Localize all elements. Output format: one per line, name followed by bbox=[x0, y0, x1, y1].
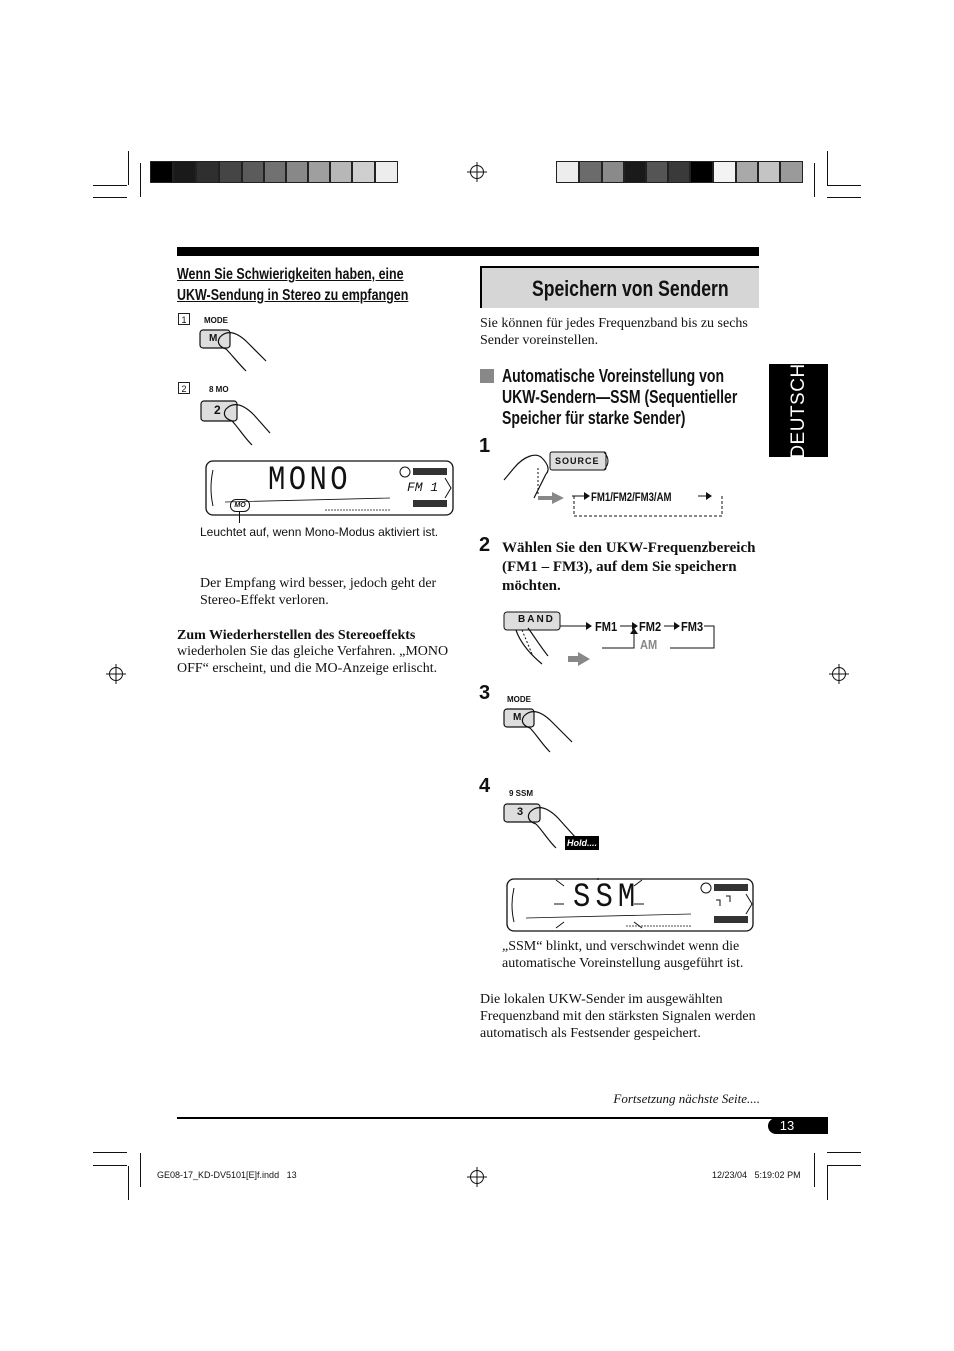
registration-mark-icon bbox=[470, 165, 484, 179]
mo-indicator: MO bbox=[230, 499, 250, 512]
section-title-box bbox=[480, 266, 759, 308]
crop-mark bbox=[827, 185, 861, 186]
source-button-label[interactable]: SOURCE bbox=[555, 456, 600, 466]
left-heading-line1: Wenn Sie Schwierigkeiten haben, eine bbox=[177, 266, 404, 283]
crop-mark bbox=[93, 1165, 127, 1166]
reception-note: Der Empfang wird besser, jedoch geht der Stereo-Effekt verloren. bbox=[200, 576, 437, 608]
step-number-box: 1 bbox=[178, 313, 190, 325]
swatch bbox=[713, 161, 736, 183]
crop-mark bbox=[140, 1153, 141, 1187]
crop-mark bbox=[93, 185, 127, 186]
ssm-display-text: SSM bbox=[573, 879, 641, 917]
swatch bbox=[556, 161, 579, 183]
step-number: 3 bbox=[479, 682, 491, 704]
sub-heading-line2: UKW-Sendern—SSM (Sequentieller bbox=[502, 387, 738, 407]
mo-button-label: 8 MO bbox=[209, 385, 229, 394]
fm2-label: FM2 bbox=[639, 619, 662, 634]
step-number: 4 bbox=[479, 775, 491, 797]
page-number: 13 bbox=[779, 1118, 795, 1133]
crop-mark bbox=[827, 197, 861, 198]
preset-3-key[interactable]: 3 bbox=[517, 806, 524, 818]
swatch bbox=[690, 161, 713, 183]
swatch bbox=[308, 161, 330, 183]
crop-mark bbox=[128, 1166, 129, 1200]
crop-mark bbox=[827, 1165, 861, 1166]
sub-heading bbox=[502, 366, 737, 429]
restore-title: Zum Wiederherstellen des Stereoeffekts bbox=[177, 628, 416, 643]
source-sequence: FM1/FM2/FM3/AM bbox=[591, 490, 672, 504]
swatch bbox=[219, 161, 242, 183]
display-band-text: FM 1 bbox=[407, 480, 439, 495]
swatch bbox=[330, 161, 352, 183]
swatch bbox=[173, 161, 196, 183]
step2-text: Wählen Sie den UKW-Frequenzbereich (FM1 – FM3), auf dem Sie speichern möchten. bbox=[502, 540, 756, 594]
swatch bbox=[602, 161, 624, 183]
swatch bbox=[758, 161, 780, 183]
step-number: 1 bbox=[479, 435, 491, 457]
step-number: 2 bbox=[479, 534, 491, 556]
swatch bbox=[624, 161, 646, 183]
bottom-rule bbox=[177, 1117, 828, 1119]
fm3-label: FM3 bbox=[681, 619, 704, 634]
mo-button-press-illustration bbox=[198, 395, 273, 450]
footer-filename: GE08-17_KD-DV5101[E]f.indd 13 bbox=[157, 1170, 297, 1180]
swatch bbox=[646, 161, 668, 183]
mode-button-label: MODE bbox=[204, 316, 228, 325]
step-number-box: 2 bbox=[178, 382, 190, 394]
sub-heading-line3: Speicher für starke Sender) bbox=[502, 408, 686, 428]
language-tab bbox=[769, 364, 828, 457]
sub-heading-square-icon bbox=[480, 369, 494, 383]
sub-heading-line1: Automatische Voreinstellung von bbox=[502, 366, 725, 386]
fm1-label: FM1 bbox=[595, 619, 618, 634]
am-label: AM bbox=[640, 637, 658, 652]
continued-note: Fortsetzung nächste Seite.... bbox=[613, 1091, 760, 1106]
preset-2-key[interactable]: 2 bbox=[214, 403, 221, 417]
mode-key[interactable]: M bbox=[513, 712, 522, 723]
registration-mark-icon bbox=[832, 667, 846, 681]
swatch bbox=[736, 161, 758, 183]
swatch bbox=[375, 161, 398, 183]
swatch bbox=[264, 161, 286, 183]
registration-mark-icon bbox=[109, 667, 123, 681]
swatch bbox=[352, 161, 375, 183]
crop-mark bbox=[827, 1166, 828, 1200]
ssm-caption: „SSM“ blinkt, und verschwindet wenn die automatische Voreinstellung ausgeführt ist. bbox=[502, 939, 744, 971]
crop-mark bbox=[93, 197, 127, 198]
final-text: Die lokalen UKW-Sender im ausgewählten Frequenzband mit den stärksten Signalen werden automatisch als Festsender gespeichert. bbox=[480, 992, 756, 1041]
swatch bbox=[150, 161, 173, 183]
page-number-tab bbox=[768, 1118, 828, 1134]
crop-mark bbox=[827, 1152, 861, 1153]
crop-mark bbox=[827, 151, 828, 185]
crop-mark bbox=[93, 1152, 127, 1153]
left-heading bbox=[177, 264, 408, 306]
language-tab-label: DEUTSCH bbox=[788, 363, 809, 459]
source-button-illustration bbox=[502, 448, 727, 520]
swatch bbox=[668, 161, 690, 183]
swatch bbox=[780, 161, 803, 183]
crop-mark bbox=[140, 163, 141, 197]
top-rule bbox=[177, 247, 759, 256]
band-button-label[interactable]: BAND bbox=[518, 614, 555, 625]
display-main-text: MONO bbox=[268, 462, 351, 500]
ssm-button-label: 9 SSM bbox=[509, 789, 534, 798]
mode-button-label: MODE bbox=[507, 695, 531, 704]
crop-mark bbox=[128, 151, 129, 185]
swatch bbox=[196, 161, 219, 183]
swatch bbox=[242, 161, 264, 183]
crop-mark bbox=[814, 163, 815, 197]
restore-text: wiederholen Sie das gleiche Verfahren. „MONO OFF“ erscheint, und die MO-Anzeige erlischt. bbox=[177, 644, 449, 676]
footer-date: 12/23/04 5:19:02 PM bbox=[712, 1170, 801, 1180]
left-heading-line2: UKW-Sendung in Stereo zu empfangen bbox=[177, 287, 409, 304]
crop-mark bbox=[814, 1153, 815, 1187]
hold-badge: Hold.... bbox=[567, 838, 597, 848]
section-title: Speichern von Sendern bbox=[532, 276, 729, 301]
registration-mark-icon bbox=[470, 1170, 484, 1184]
indicator-leader-line bbox=[239, 511, 240, 523]
swatch bbox=[579, 161, 602, 183]
intro-text: Sie können für jedes Frequenzband bis zu sechs Sender voreinstellen. bbox=[480, 316, 748, 348]
mode-key[interactable]: M bbox=[209, 333, 218, 344]
mono-caption: Leuchtet auf, wenn Mono-Modus aktiviert ist. bbox=[200, 525, 439, 539]
swatch bbox=[286, 161, 308, 183]
